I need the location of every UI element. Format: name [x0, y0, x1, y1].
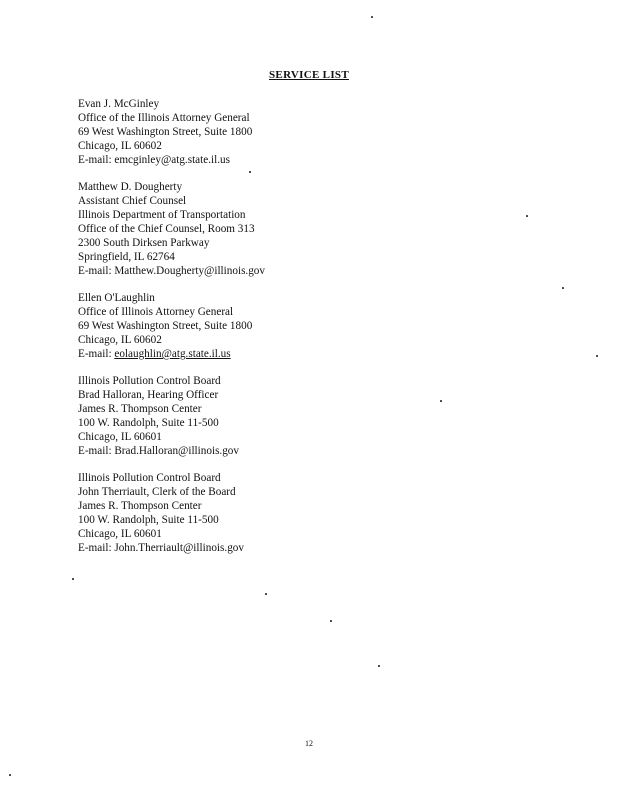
entry-line: Assistant Chief Counsel	[78, 195, 187, 207]
scan-speck	[265, 593, 267, 595]
entry-line: Chicago, IL 60601	[78, 431, 162, 443]
email-link[interactable]: eolaughlin@atg.state.il.us	[114, 348, 231, 360]
entry-line: Chicago, IL 60602	[78, 140, 162, 152]
service-entry-olaughlin	[78, 291, 498, 361]
entry-line: Illinois Department of Transportation	[78, 209, 246, 221]
scan-speck	[596, 355, 598, 357]
scan-speck	[371, 16, 373, 18]
scan-speck	[9, 774, 11, 776]
entry-name: Illinois Pollution Control Board	[78, 375, 221, 387]
scan-speck	[249, 171, 251, 173]
service-entry-therriault	[78, 471, 498, 555]
entry-line: James R. Thompson Center	[78, 500, 202, 512]
entry-line: Chicago, IL 60602	[78, 334, 162, 346]
entry-name: Ellen O'Laughlin	[78, 292, 155, 304]
service-entry-mcginley	[78, 97, 498, 167]
scan-speck	[330, 620, 332, 622]
entry-email: E-mail: John.Therriault@illinois.gov	[78, 542, 244, 554]
email-label: E-mail:	[78, 348, 115, 360]
scan-speck	[440, 400, 442, 402]
entry-line: 69 West Washington Street, Suite 1800	[78, 320, 253, 332]
entry-line: 100 W. Randolph, Suite 11-500	[78, 514, 219, 526]
entry-line: Brad Halloran, Hearing Officer	[78, 389, 219, 401]
scan-speck	[562, 287, 564, 289]
entry-line: Office of the Illinois Attorney General	[78, 112, 250, 124]
entry-line: James R. Thompson Center	[78, 403, 202, 415]
entry-email: E-mail: Brad.Halloran@illinois.gov	[78, 445, 239, 457]
entry-line: Office of Illinois Attorney General	[78, 306, 234, 318]
entry-line: Springfield, IL 62764	[78, 251, 175, 263]
entry-email: E-mail: emcginley@atg.state.il.us	[78, 154, 230, 166]
service-entry-halloran	[78, 374, 498, 458]
page-number: 12	[305, 739, 313, 748]
entry-line: Office of the Chief Counsel, Room 313	[78, 223, 255, 235]
scan-speck	[72, 578, 74, 580]
entry-name: Evan J. McGinley	[78, 98, 160, 110]
entry-email: E-mail: Matthew.Dougherty@illinois.gov	[78, 265, 265, 277]
entry-name: Illinois Pollution Control Board	[78, 472, 221, 484]
scan-speck	[378, 665, 380, 667]
page-title: SERVICE LIST	[269, 69, 349, 81]
entry-line: 2300 South Dirksen Parkway	[78, 237, 210, 249]
entry-line: 100 W. Randolph, Suite 11-500	[78, 417, 219, 429]
entry-name: Matthew D. Dougherty	[78, 181, 183, 193]
service-list	[78, 97, 498, 568]
entry-line: Chicago, IL 60601	[78, 528, 162, 540]
scan-speck	[526, 215, 528, 217]
service-entry-dougherty	[78, 180, 498, 278]
entry-email	[78, 347, 498, 361]
entry-line: John Therriault, Clerk of the Board	[78, 486, 236, 498]
entry-line: 69 West Washington Street, Suite 1800	[78, 126, 253, 138]
